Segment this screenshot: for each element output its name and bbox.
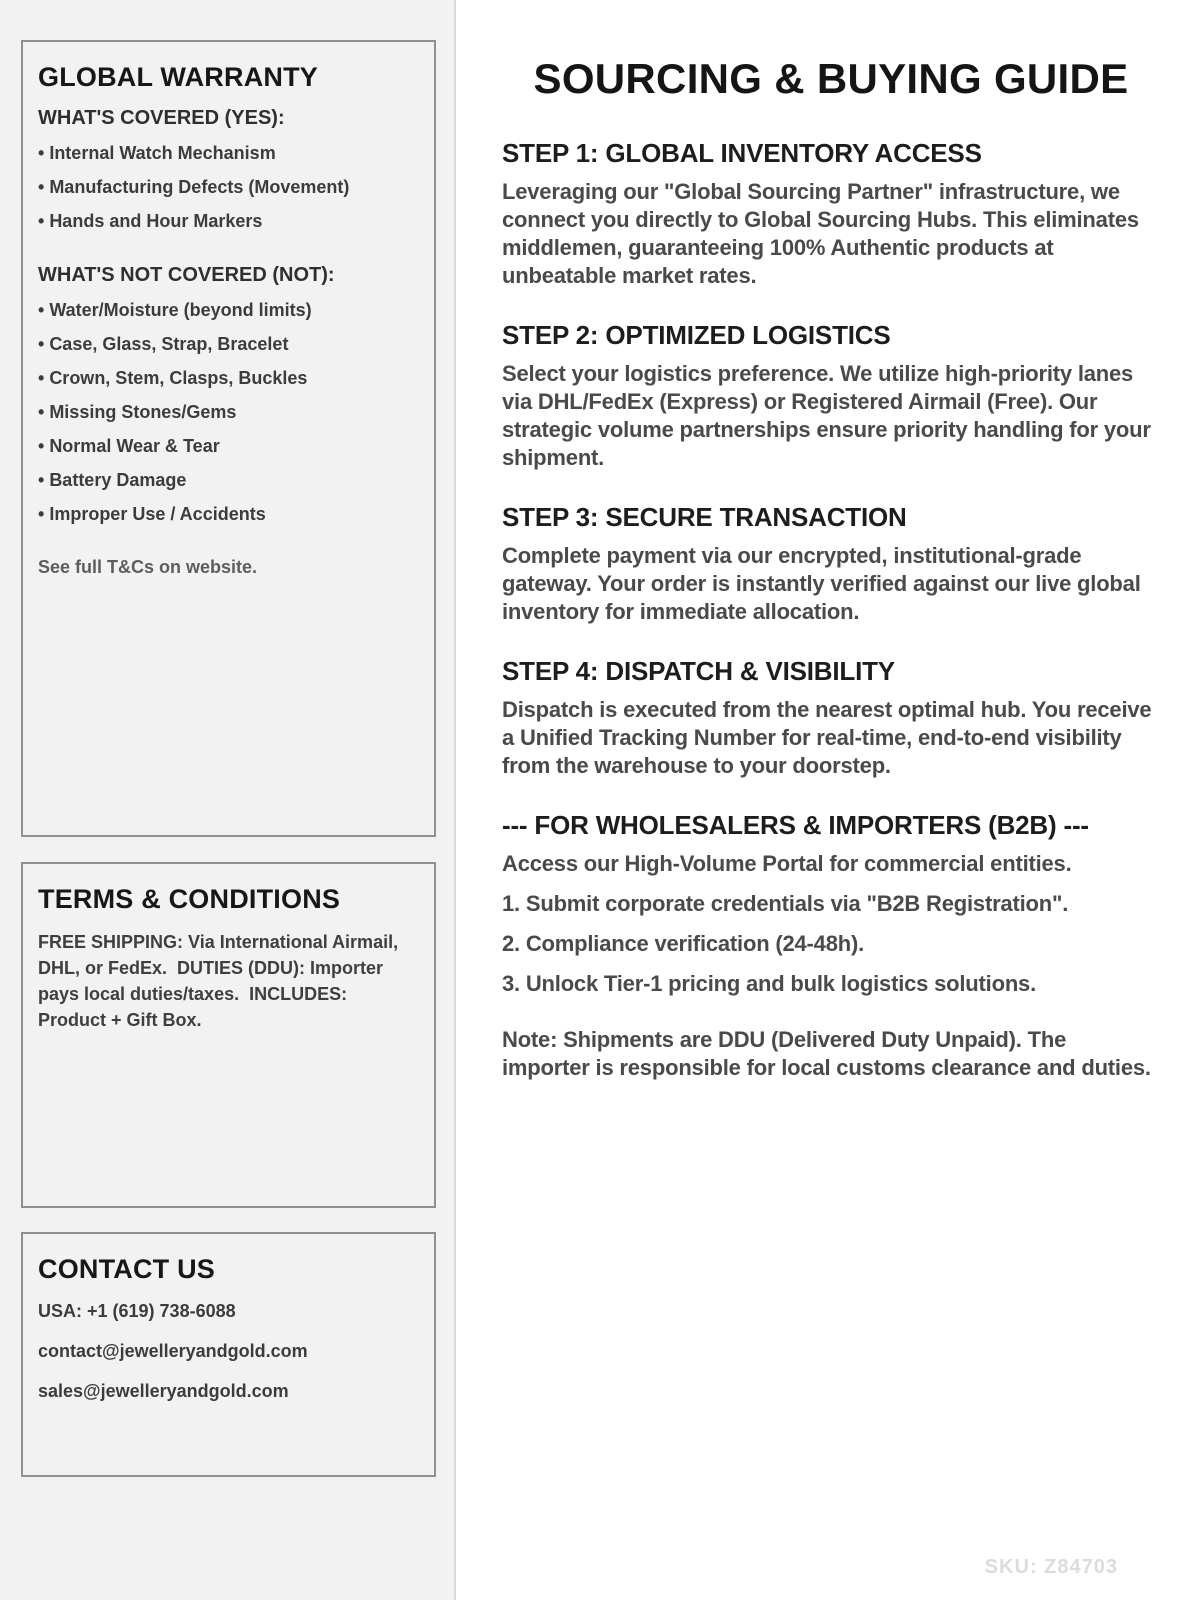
terms-title: TERMS & CONDITIONS — [38, 884, 341, 914]
warranty-footnote: See full T&Cs on website. — [38, 557, 258, 577]
list-item: • Normal Wear & Tear — [38, 435, 419, 457]
step-3-body: Complete payment via our encrypted, institutional-grade gateway. Your order is instantly verified against our live global inventory for immediate allocation. — [502, 543, 1141, 625]
contact-phone: USA: +1 (619) 738-6088 — [38, 1301, 236, 1321]
step-2-heading: STEP 2: OPTIMIZED LOGISTICS — [502, 320, 891, 351]
list-item: • Case, Glass, Strap, Bracelet — [38, 333, 419, 355]
sales-email: sales@jewelleryandgold.com — [38, 1381, 289, 1401]
contact-us-panel — [21, 1232, 436, 1477]
step-1-section — [502, 138, 1160, 290]
sourcing-guide-main — [458, 0, 1200, 1600]
list-item: • Manufacturing Defects (Movement) — [38, 176, 419, 198]
step-1-body: Leveraging our "Global Sourcing Partner" infrastructure, we connect you directly to Global Sourcing Hubs. This eliminates middlemen, guaranteeing 100% Authentic products at unbeatable market rates. — [502, 179, 1139, 289]
step-4-section — [502, 656, 1160, 780]
step-3-heading: STEP 3: SECURE TRANSACTION — [502, 502, 907, 533]
step-4-body: Dispatch is executed from the nearest optimal hub. You receive a Unified Tracking Number for real-time, end-to-end visibility from the warehouse to your doorstep. — [502, 697, 1152, 779]
global-warranty-panel — [21, 40, 436, 837]
list-item: • Internal Watch Mechanism — [38, 142, 419, 164]
list-item: • Water/Moisture (beyond limits) — [38, 299, 419, 321]
info-sidebar — [0, 0, 456, 1600]
b2b-step-2: 2. Compliance verification (24-48h). — [502, 931, 865, 957]
b2b-intro: Access our High-Volume Portal for commercial entities. — [502, 851, 1072, 877]
warranty-covered-heading: WHAT'S COVERED (YES): — [38, 107, 285, 129]
b2b-heading: --- FOR WHOLESALERS & IMPORTERS (B2B) --- — [502, 810, 1089, 841]
page-title: SOURCING & BUYING GUIDE — [533, 55, 1129, 102]
warranty-title: GLOBAL WARRANTY — [38, 62, 318, 92]
contact-email: contact@jewelleryandgold.com — [38, 1341, 308, 1361]
step-3-section — [502, 502, 1160, 626]
b2b-step-1: 1. Submit corporate credentials via "B2B Registration". — [502, 891, 1069, 917]
warranty-not-covered-heading: WHAT'S NOT COVERED (NOT): — [38, 264, 335, 286]
b2b-step-3: 3. Unlock Tier-1 pricing and bulk logistics solutions. — [502, 971, 1037, 997]
sku-label: SKU: Z84703 — [984, 1556, 1118, 1578]
list-item: • Crown, Stem, Clasps, Buckles — [38, 367, 419, 389]
warranty-not-covered-list — [38, 299, 419, 525]
step-2-body: Select your logistics preference. We utilize high-priority lanes via DHL/FedEx (Express) or Registered Airmail (Free). Our strategic volume partnerships ensure priority handling for your shipment. — [502, 361, 1151, 471]
list-item: • Missing Stones/Gems — [38, 401, 419, 423]
contact-title: CONTACT US — [38, 1254, 215, 1284]
list-item: • Hands and Hour Markers — [38, 210, 419, 232]
b2b-ddu-note: Note: Shipments are DDU (Delivered Duty Unpaid). The importer is responsible for local customs clearance and duties. — [502, 1027, 1151, 1081]
b2b-section — [502, 810, 1160, 1082]
step-2-section — [502, 320, 1160, 472]
terms-body: FREE SHIPPING: Via International Airmail, DHL, or FedEx. DUTIES (DDU): Importer pays local duties/taxes. INCLUDES: Product + Gift Box. — [38, 932, 404, 1030]
list-item: • Improper Use / Accidents — [38, 503, 419, 525]
terms-conditions-panel — [21, 862, 436, 1208]
step-4-heading: STEP 4: DISPATCH & VISIBILITY — [502, 656, 895, 687]
step-1-heading: STEP 1: GLOBAL INVENTORY ACCESS — [502, 138, 982, 169]
list-item: • Battery Damage — [38, 469, 419, 491]
warranty-covered-list — [38, 142, 419, 232]
